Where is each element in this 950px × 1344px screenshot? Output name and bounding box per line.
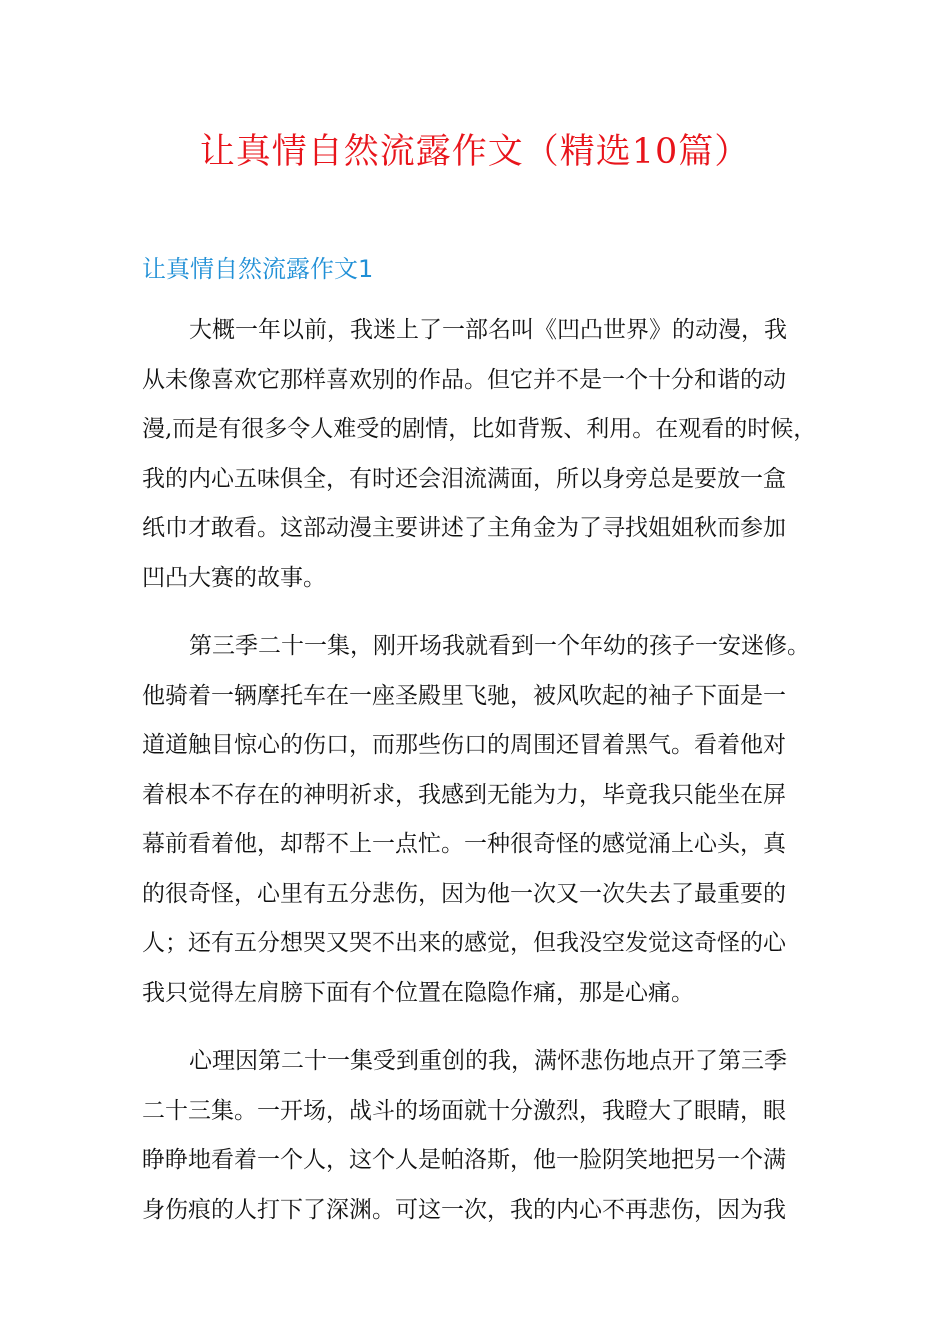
paragraph-line: 着根本不存在的神明祈求，我感到无能为力，毕竟我只能坐在屏 (142, 781, 786, 808)
paragraph-line: 二十三集。一开场，战斗的场面就十分激烈，我瞪大了眼睛，眼 (142, 1097, 786, 1124)
paragraph-line: 的很奇怪，心里有五分悲伤，因为他一次又一次失去了最重要的 (142, 880, 786, 907)
paragraph-line: 漫,而是有很多令人难受的剧情，比如背叛、利用。在观看的时候， (142, 416, 817, 442)
section-heading: 让真情自然流露作文1 (142, 255, 374, 283)
paragraph-3 (142, 1037, 808, 1235)
document-title: 让真情自然流露作文（精选10篇） (199, 132, 751, 172)
paragraph-line: 身伤痕的人打下了深渊。可这一次，我的内心不再悲伤，因为我 (142, 1196, 786, 1223)
paragraph-line: 凹凸大赛的故事。 (142, 564, 326, 591)
paragraph-line: 道道触目惊心的伤口，而那些伤口的周围还冒着黑气。看着他对 (142, 732, 786, 758)
paragraph-line: 我的内心五味俱全，有时还会泪流满面，所以身旁总是要放一盒 (142, 465, 786, 492)
paragraph-2 (142, 622, 808, 1018)
paragraph-line: 纸巾才敢看。这部动漫主要讲述了主角金为了寻找姐姐秋而参加 (142, 515, 786, 541)
paragraph-line: 第三季二十一集，刚开场我就看到一个年幼的孩子一安迷修。 (189, 633, 810, 659)
paragraph-line: 幕前看着他，却帮不上一点忙。一种很奇怪的感觉涌上心头，真 (142, 831, 786, 857)
paragraph-line: 睁睁地看着一个人，这个人是帕洛斯，他一脸阴笑地把另一个满 (142, 1147, 786, 1173)
paragraph-1 (142, 306, 817, 603)
paragraph-line: 心理因第二十一集受到重创的我，满怀悲伤地点开了第三季 (189, 1048, 787, 1074)
paragraph-line: 大概一年以前，我迷上了一部名叫《凹凸世界》的动漫，我 (189, 317, 787, 343)
paragraph-line: 他骑着一辆摩托车在一座圣殿里飞驰，被风吹起的袖子下面是一 (142, 682, 786, 709)
paragraph-line: 人；还有五分想哭又哭不出来的感觉，但我没空发觉这奇怪的心 (142, 930, 786, 956)
paragraph-line: 我只觉得左肩膀下面有个位置在隐隐作痛，那是心痛。 (142, 979, 694, 1006)
paragraph-line: 从未像喜欢它那样喜欢别的作品。但它并不是一个十分和谐的动 (142, 366, 786, 393)
